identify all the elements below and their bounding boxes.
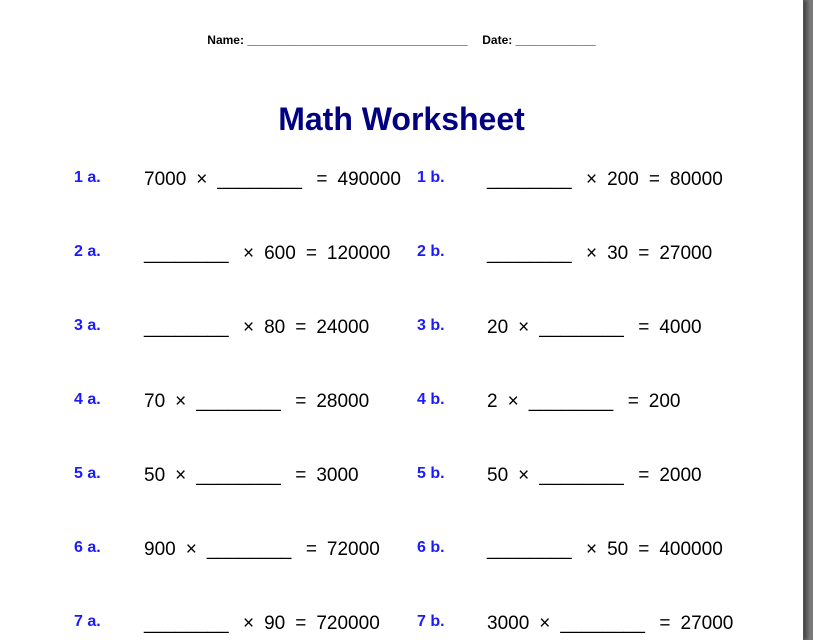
operand: 72000 [326,539,380,560]
problem-number: 4 a. [74,391,101,408]
problem-expression [487,242,712,266]
operand: 70 [144,391,166,412]
times-sign: × [507,391,519,412]
problem-number: 4 b. [417,391,445,408]
date-line: ____________ [515,33,596,47]
operand: 200 [648,391,681,412]
times-sign: × [243,613,255,634]
operand: 80 [264,317,286,338]
answer-blank: ________ [144,613,229,634]
answer-blank: ________ [196,465,281,486]
answer-blank: ________ [206,539,292,560]
operand: 120000 [326,243,391,264]
problem-expression [144,316,369,340]
equals-sign: = [638,317,650,338]
answer-blank: ________ [196,391,281,412]
problem-expression [144,168,401,192]
operand: 50 [607,539,629,560]
answer-blank: ________ [528,391,614,412]
name-date-line [0,33,803,47]
equals-sign: = [295,391,307,412]
operand: 20 [487,317,509,338]
problem-expression [144,612,380,636]
problem-number: 6 a. [74,539,101,556]
problem-expression [487,464,702,488]
name-label: Name: [207,33,244,47]
operand: 28000 [316,391,370,412]
problem-number: 3 a. [74,317,101,334]
problem-number: 6 b. [417,539,445,556]
times-sign: × [539,613,551,634]
equals-sign: = [638,539,650,560]
operand: 600 [264,243,296,264]
equals-sign: = [305,243,317,264]
problem-number: 5 a. [74,465,101,482]
times-sign: × [243,243,255,264]
operand: 2000 [659,465,702,486]
problem-expression [487,390,681,414]
operand: 400000 [659,539,723,560]
operand: 27000 [680,613,734,634]
operand: 900 [144,539,176,560]
answer-blank: ________ [144,243,229,264]
equals-sign: = [638,243,650,264]
times-sign: × [196,169,208,190]
times-sign: × [185,539,197,560]
times-sign: × [586,243,598,264]
times-sign: × [586,539,598,560]
operand: 720000 [316,613,380,634]
operand: 30 [607,243,629,264]
equals-sign: = [295,613,307,634]
answer-blank: ________ [560,613,645,634]
equals-sign: = [627,391,639,412]
problem-expression [144,242,390,266]
equals-sign: = [648,169,660,190]
operand: 50 [144,465,166,486]
page-title: Math Worksheet [278,101,525,137]
operand: 80000 [669,169,723,190]
problem-number: 1 b. [417,169,445,186]
equals-sign: = [295,317,307,338]
problem-number: 1 a. [74,169,101,186]
times-sign: × [518,465,530,486]
problem-expression [487,538,723,562]
operand: 490000 [337,169,401,190]
problem-number: 5 b. [417,465,445,482]
equals-sign: = [659,613,671,634]
problem-expression [487,316,702,340]
operand: 3000 [316,465,359,486]
problem-expression [144,390,369,414]
answer-blank: ________ [539,465,624,486]
equals-sign: = [305,539,317,560]
answer-blank: ________ [539,317,624,338]
problem-number: 3 b. [417,317,445,334]
operand: 50 [487,465,509,486]
problem-number: 2 b. [417,243,445,260]
problem-number: 2 a. [74,243,101,260]
answer-blank: ________ [487,539,572,560]
operand: 90 [264,613,286,634]
answer-blank: ________ [217,169,302,190]
operand: 200 [607,169,639,190]
equals-sign: = [638,465,650,486]
operand: 24000 [316,317,370,338]
problem-expression [144,538,380,562]
operand: 27000 [659,243,713,264]
answer-blank: ________ [144,317,229,338]
name-line: _________________________________ [247,33,468,47]
operand: 2 [487,391,498,412]
equals-sign: = [316,169,328,190]
equals-sign: = [295,465,307,486]
times-sign: × [586,169,598,190]
times-sign: × [243,317,255,338]
times-sign: × [518,317,530,338]
operand: 7000 [144,169,187,190]
times-sign: × [175,391,187,412]
operand: 3000 [487,613,530,634]
problem-expression [487,168,723,192]
operand: 4000 [659,317,702,338]
problem-number: 7 b. [417,613,445,630]
answer-blank: ________ [487,169,572,190]
problem-expression [144,464,359,488]
problem-expression [487,612,733,636]
answer-blank: ________ [487,243,572,264]
problem-number: 7 a. [74,613,101,630]
date-label: Date: [482,33,513,47]
times-sign: × [175,465,187,486]
